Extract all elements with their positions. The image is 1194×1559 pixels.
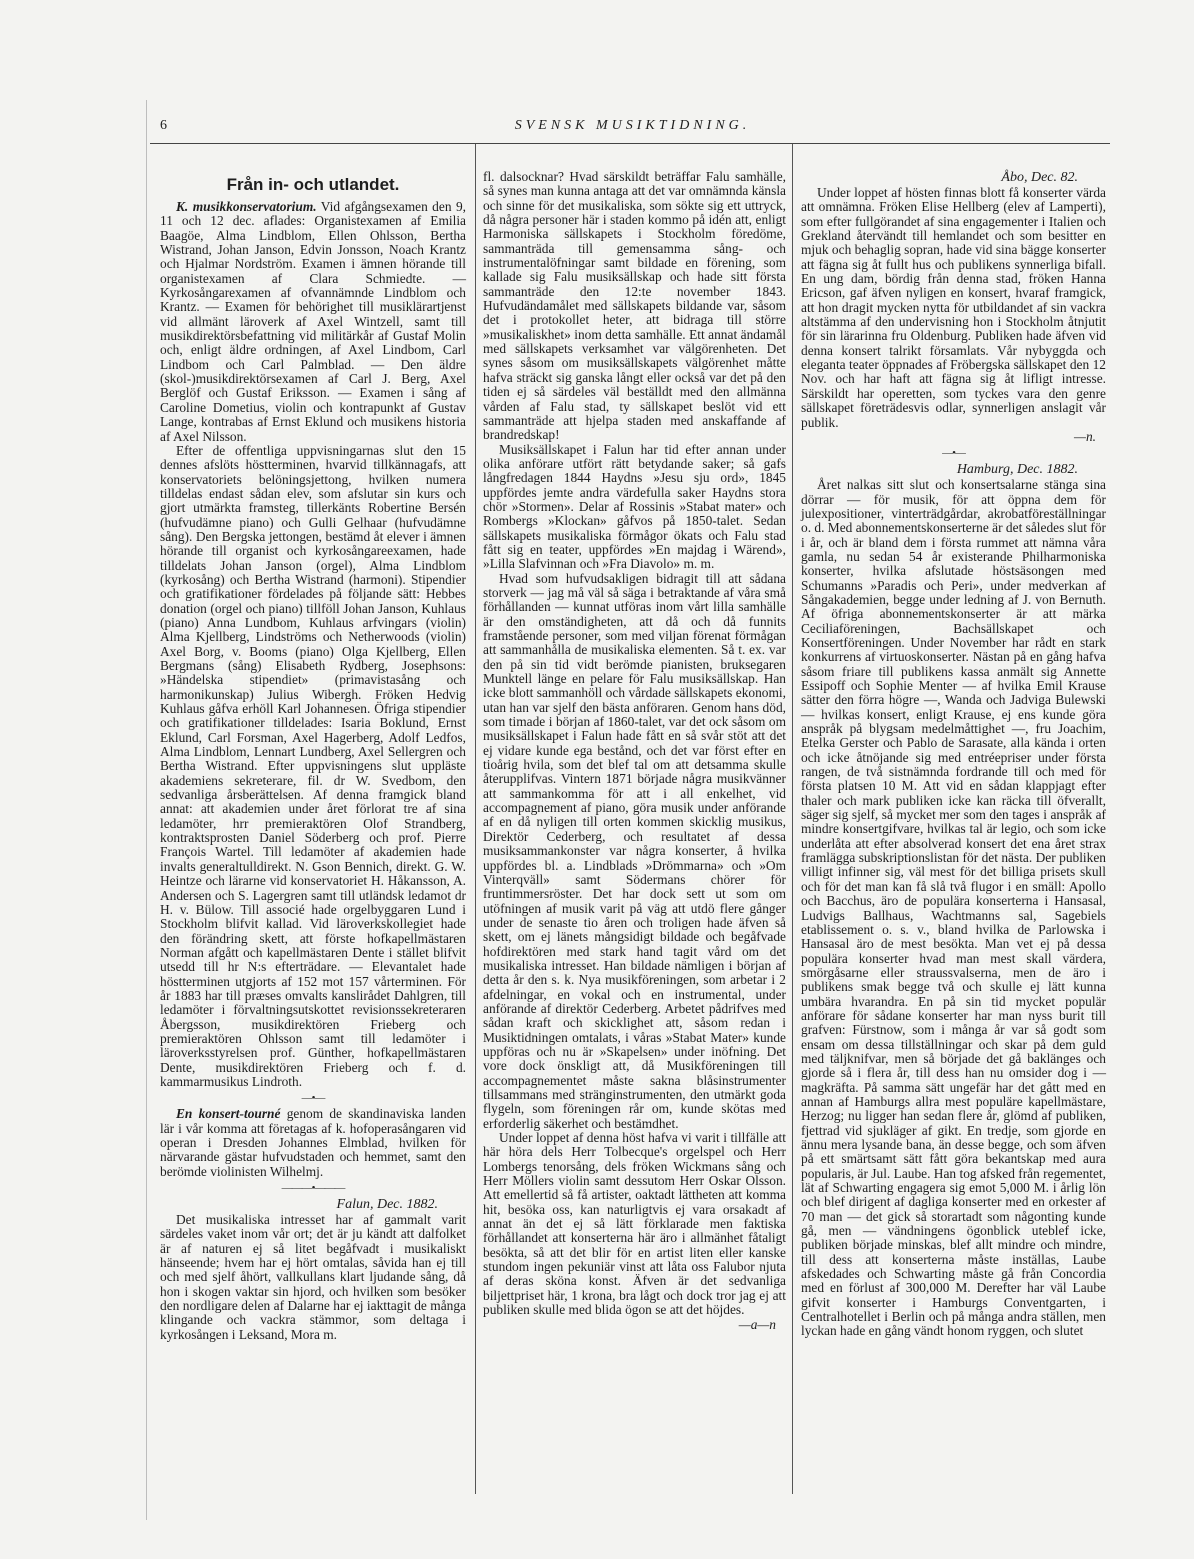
dateline: Hamburg, Dec. 1882.: [956, 462, 1078, 478]
signature: —n.: [1074, 428, 1096, 444]
page-header: [160, 116, 1105, 140]
article-paragraph: Under loppet af hösten finnas blott få konserter värda att omnämna. Fröken Elise Hellberg (elev af Lamperti), som efter fullgörandet af sina engagementer i Italien och Grekland återvändt till hemlandet och som besitter en mjuk och behaglig sopran, hade vid sina bägge konserter att fägna sig åt fullt hus och publikens synnerliga bifall. En ung dam, bördig från denna stad, fröken Hanna Ericson, gaf äfven nyligen en konsert, hvaraf framgick, att hon dragit mycken nytta för utbildandet af sin vackra altstämma af den undervisning hon i Stockholm åtnjutit för sin lärarinna fru Oldenburg. Publiken hade äfven vid denna konsert talrikt församlats. Vår nybyggda och eleganta teater öppnades af Fröbergska sällskapet den 12 Nov. och har haft att fägna sig åt lifligt intresse. Särskildt har operetten, som tyckes vara den genre sällskapet företrädesvis odlar, synnerligen anslagit vår publik.: [801, 185, 1106, 430]
article-paragraph: Efter de offentliga uppvisningarnas slut den 15 dennes afslöts höstterminen, hvarvid tillkännagafs, att konservatoriets belöningsjettong, hvilken numera tilldelas endast sådan elev, som afslutar sin kurs och gjort utmärkta framsteg, tillerkänts Robertine Bersén (hufvudämne piano) och Gulli Gelhaar (hufvudämne sång). Den Bergska jettongen, bestämd åt elever i ämnen hörande till organist och kyrkosångareexamen, hade tilldelats Johan Janson (orgel), Alma Lindblom (kyrkosång) och Bertha Wistrand (harmoni). Stipendier och gratifikationer fördelades på följande sätt: Hebbes donation (orgel och piano) tillföll Johan Janson, Kuhlaus (piano) Anna Lundbom, Kuhlaus arfvingars (violin) Alma Kjellberg, Lindströms och Netherwoods (violin) Axel Borg, v. Booms (piano) Olga Kjellberg, Ellen Bergmans (sång) Elisabeth Rydberg, Josephsons: »Händelska stipendiet» (primavistasång och harmonikunskap) Julius Wibergh. Fröken Hedvig Kuhlaus gåfva erhöll Karl Johannesen. Öfriga stipendier och gratifikationer tilldelades: Isaria Boklund, Ernst Eklund, Carl Forsman, Axel Hagerberg, Adolf Ledfos, Alma Lindblom, Lennart Lundberg, Axel Sellergren och Bertha Wistrand. Efter uppvisningens slut uppläste akademiens sekreterare, fil. dr W. Svedbom, den sedvanliga årsberättelsen. Af denna framgick bland annat: att akademien under året förlorat tre af sina ledamöter, hrr premieraktören Olof Strandberg, kontraktsprosten Daniel Söderberg och prof. Pierre François Wartel. Till ledamöter af akademien hade invalts generaltulldirekt. N. Gson Bennich, direkt. G. W. Heintze och lärarne vid konservatoriet H. Håkansson, A. Andersen och S. Lagergren samt till utländsk ledamot dr H. v. Bülow. Till associé hade orgelbyggaren Lund i Stockholm blifvit kallad. Vid läroverkskollegiet hade den förändring skett, att förste hofkapellmästaren Norman afgått och kapellmästaren Dente i stället blifvit utsedd till hr N:s efterträdare. — Elevantalet hade höstterminen utgjorts af 152 mot 157 vårterminen. För år 1883 har till præses omvalts kanslirådet Dahlgren, till ledamöter i förvaltningsutskottet revisionssekreteraren Åbergsson, musikdirektören Frieberg och premieraktören Ohlsson samt till ledamöter i läroverksstyrelsen prof. Günther, hofkapellmästaren Dente, musikdirektören Frieberg och f. d. kammarmusikus Lindroth.: [160, 442, 466, 1089]
page-edge-line: [146, 100, 147, 1520]
column-divider: [792, 144, 793, 1494]
article-paragraph: fl. dalsocknar? Hvad särskildt beträffar Falu samhälle, så synes man kunna antaga att det var omnämnda känsla och sinne för det musikaliska, som sökte sig ett uttryck, då några personer här i staden kommo på idén att, enligt Harmoniska sällskapets i Stockholm föredöme, sammanträda till gemensamma sång- och instrumentalöfningar samt bildade en förening, som kallade sig Falu musiksällskap och hade sitt första sammanträde den 12:te november 1843. Hufvudändamålet med sällskapets bildande var, såsom det i protokollet heter, att bidraga till större »musikaliskhet» inom detta samhälle. Ett annat ändamål med sällskapets verksamhet var välgörenheten. Det synes såsom om musiksällskapets välgörenhet måtte hafva sträckt sig ganska långt eller också var det på den tiden ej så särdeles väl beställdt med den allmänna vården af Falu stad, ty sällskapet beslöt vid ett sammanträde att hjelpa staden med anskaffande af brandredskap!: [483, 169, 786, 443]
article-paragraph: Musiksällskapet i Falun har tid efter annan under olika anförare utfört rätt betydande saker; så gafs långfredagen 1844 Haydns »Jesu sju ord», 1845 uppfördes jemte andra värdefulla saker Haydns stora chör »Stormen». Delar af Rossinis »Stabat mater» och Rombergs »Klockan» gåfvos på 1850-talet. Sedan sällskapets musikaliska förmågor ökats och Falu stad fått sig en teater, uppfördes »En majdag i Wärend», »Lilla Slafvinnan och »Fra Diavolo» m. m.: [483, 441, 786, 572]
column-3: [801, 170, 1106, 1339]
page-number: 6: [160, 118, 167, 133]
masthead: SVENSK MUSIKTIDNING.: [514, 118, 751, 133]
column-divider: [475, 144, 476, 1494]
article-paragraph: Det musikaliska intresset har af gammalt varit särdeles vaket inom vår ort; det är ju kändt att dalfolket är af naturen ej så litet begåfvadt i musikaliskt hänseende; hvem har ej hört omtalas, såvida han ej till och med sjelf åhört, vallkullans klart ljudande sång, då hon i skogen vaktar sin hjord, och hvilken som besöker den nordligare delen af Dalarne har ej iakttagit de många klingande och vackra stämmor, som deltaga i kyrkosången i Leksand, Mora m.: [160, 1212, 466, 1342]
column-2: [483, 170, 786, 1332]
article-lead: En konsert-tourné: [176, 1106, 281, 1122]
header-rule: [150, 143, 1110, 144]
separator: ———•———: [281, 1182, 345, 1195]
article-paragraph: Hvad som hufvudsakligen bidragit till att sådana storverk — jag må väl så säga i betraktande af våra små förhållanden — kunnat utföras inom vårt lilla samhälle är den omständigheten, att då och då funnits framstående personer, som med viljan förenat förmågan att sammanhålla de musikaliska elementen. Så t. ex. var den på sin tid vidt berömde pianisten, bruksegaren Munktell länge en pelare för Falu musiksällskap. Han icke blott sammanhöll och vårdade sällskapets ekonomi, utan han var sjelf den bästa anföraren. Genom hans död, som timade i början af 1860-talet, var det ock såsom om musiksällskapet i Falun hade fått en så svår stöt att det ej vidare kunde ega bestånd, och det var först efter en tioårig hvila, som det blef tal om att detsamma skulle återupplifvas. Vintern 1871 började några musikvänner att sammankomma för att i all enkelhet, vid accompagnement af piano, göra musik under anförande af en då nyligen till orten kommen skicklig musikus, Direktör Cederberg, och resultatet af dessa musiksammankonster var några konserter, å hvilka uppfördes bl. a. Lindblads »Drömmarna» och »Om Vinterqväll» samt Södermans chörer för fruntimmersröster. Det har dock sett ut som om utöfningen af musik varit på väg att utdö flere gånger under de senaste tio åren och troligen hade äfven så skett, om ej länets mångsidigt bildade och begåfvade hofdirektören med stark hand tagit vård om det musikaliska intresset. Han bildade nämligen i början af detta år den s. k. Nya musikföreningen, som arbetar i 2 afdelningar, en vokal och en instrumental, under anförande af direktör Cederberg. Arbetet pådrifves med sådan kraft och skicklighet att, såsom redan i Musiktidningen omtalats, i våras »Stabat Mater» kunde uppföras och nu är »Skapelsen» under inöfning. Det vore dock önskligt att, då Musikföreningen till accompagnementet måste sakna blåsinstrumenter tillsammans med stränginstrumenten, den utmärkt goda flygeln, som föreningen rår om, kunde skötas med erforderlig säkerhet och bestämdhet.: [483, 570, 786, 1131]
article-paragraph: Året nalkas sitt slut och konsertsalarne stänga sina dörrar — för musik, för att öppna dem för julexpositioner, vinterträdgårdar, akrobatföreställningar o. d. Med abonnementskonserterne är det således slut för i år, och är bland dem i första rummet att nämna våra gamla, nu sedan 54 år existerande Philharmoniska konserter, hvilka afslutade höstsäsongen med Schumanns »Paradis och Peri», under medverkan af Sångakademien, begge under ledning af J. von Bernuth. Af öfriga abonnementskonserter är att märka Ceciliaföreningen, Bachsällskapet och Konsertföreningen. Under November har rådt en stark konkurrens af virtuoskonserter. Nästan på en gång hafva såsom friare till publikens kassa anmält sig Annette Essipoff och Sophie Menter — af hvilka Emil Krause sätter den förra högre —, Wanda och Jadviga Bulewski — hvilkas konsert, enligt Krause, ej ens kunde göra anspråk på blygsam medelmåttighet —, fru Joachim, Etelka Gerster och Pablo de Sarasate, alla kända i orten och icke åtnöjande sig med entréepriser under första rangen, de två sistnämnda fordrande till och med för första platsen 10 M. Att vid en sådan klappjagt efter thaler och mark publiken icke kan räcka till öfverallt, säger sig sjelf, så mycket mer som den tages i anspråk af mindre konsertgifvare, hvilkas tal är legio, och som icke underlåta att efter absolverad konsert det ena året strax framlägga subskriptionslistan för det nästa. Der publiken villigt infinner sig, väl mest för det billiga prisets skull och för det man kan få slå två flugor i en smäll: Apollo och Bacchus, äro de populära konserterna i Hansasal, Ludvigs Ballhaus, Wachtmanns sal, Sagebiels etablissement o. s. v., bland hvilka de Parlowska i Hansasal äro de mest besökta. Man vet ej på dessa populära konserter hvad man mest skall värdera, smörgåsarne eller straussvalserna, men de äro i publikens smak begge två och skulle ej lätt kunna umbära hvarandra. En på sin tid mycket populär anförare för sådane konserter har man nyss burit till grafven: Fürstnow, som i många år var så godt som ensam om dessa tillställningar och skar på dem guld med täljknifvar, men så började det gå baklänges och gjorde så i flera år, till dess han nu omsider dog i — magkräfta. På samma sätt ungefär har det gått med en annan af Hamburgs allra mest populäre kapellmästare, Herzog; nu ligger han sedan flere år, glömd af publiken, fjettrad vid sjukläger af gikt. En tredje, som gjorde en ännu mera lysande bana, än desse begge, och som äfven på ett smärtsamt sätt fått göra bekantskap med aura popularis, är Jul. Laube. Han tog afsked från regementet, lät af Schwarting engagera sig emot 5,000 M. i årlig lön och blef dirigent af dagliga konserter med en orkester af 70 man — det gick så storartadt som någonting kunde gå, men — vändningens ögonblick uteblef icke, publiken började minskas, blef allt mindre och mindre, till dess att konserterna måste inställas, Laube afskedades och Schwarting måste gå från Concordia med en förlust af 300,000 M. Derefter har väl Laube gifvit konserter i Hamburgs Conventgarten, i Centralhotellet i Berlin och på många andra ställen, men lyckan hade en gång vändt honom ryggen, och slutet: [801, 477, 1106, 1339]
signature: —a—n: [738, 1316, 776, 1332]
separator: —•—: [942, 447, 965, 460]
section-title: Från in- och utlandet.: [226, 175, 400, 194]
article-paragraph: Under loppet af denna höst hafva vi varit i tillfälle att här höra dels Herr Tolbecque's orgelspel och Herr Lombergs tenorsång, dels fröken Wickmans sång och Herr Möllers violin samt dessutom Herr Oskar Olsson. Att emellertid så få artister, oaktadt lättheten att komma hit, besöka oss, kan naturligtvis ej vara orsakadt af annat än det ej så lätt förklarade men faktiska förhållandet att konserterna här äro i allmänhet fåtaligt besökta, så att det blir för en artist liten eller kanske stundom ingen pekuniär vinst att låta oss Falubor njuta af deras sköna konst. Äfven är det sedvanliga biljettpriset här, 1 krona, bra lågt och dock tror jag ej att publiken skulle med blida ögon se att det höjdes.: [483, 1130, 786, 1318]
separator: —•—: [301, 1092, 325, 1105]
article-paragraph: [160, 1107, 466, 1179]
column-1: [160, 170, 466, 1342]
article-paragraph: [160, 200, 466, 444]
dateline: Åbo, Dec. 82.: [1001, 170, 1078, 185]
paragraph-text: genom de skandinaviska landen lär i vår komma att företagas af k. hofoperasångaren vid operan i Dresden Johannes Elmblad, hvilken för närvarande gästar hufvudstaden och hemmet, samt den berömde violinisten Wilhelmj.: [160, 1106, 466, 1179]
dateline: Falun, Dec. 1882.: [336, 1197, 438, 1213]
article-lead: K. musikkonservatorium.: [176, 199, 317, 214]
paragraph-text: Vid afgångsexamen den 9, 11 och 12 dec. aflades: Organistexamen af Emilia Baagöe, Alma Lindblom, Ellen Ohlsson, Bertha Wistrand, Johan Janson, Edvin Jonsson, Noach Krantz och Hjalmar Nordström. Examen i ämnen hörande till organistexamen af Clara Schmiedte. — Kyrkosångarexamen af ofvannämnde Lindblom och Krantz. — Examen för behörighet till musiklärartjenst vid allmänt läroverk af Axel Wintzell, samt till musikdirektörsbefattning vid militärkår af Gustaf Molin och, enligt äldre ordningen, af Axel Lindbom, Carl Lindbom och Carl Palmblad. — Den äldre (skol-)musikdirektörsexamen af Carl J. Berg, Axel Berglöf och Gustaf Eriksson. — Examen i sång af Caroline Dometius, violin och kontrapunkt af Gustav Lange, kontrabas af Ernst Eklund och musikens historia af Axel Nilsson.: [160, 199, 466, 444]
